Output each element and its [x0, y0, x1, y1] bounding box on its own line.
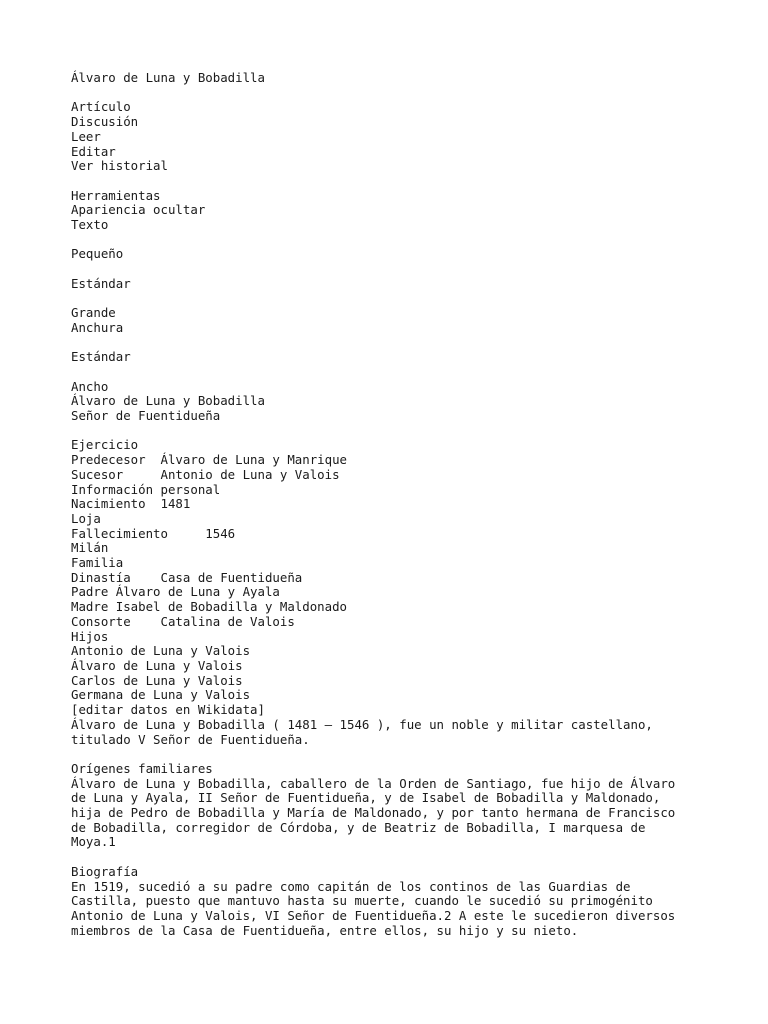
origins-paragraph-line: de Bobadilla, corregidor de Córdoba, y de Beatriz de Bobadilla, I marquesa de — [71, 819, 646, 835]
blank-line — [71, 747, 721, 762]
tab-articulo[interactable]: Artículo — [71, 99, 131, 115]
text-size-large-option[interactable]: Grande — [71, 305, 116, 321]
intro-paragraph-line: Álvaro de Luna y Bobadilla ( 1481 – 1546 ), fue un noble y militar castellano, — [71, 716, 653, 732]
infobox-row-birthplace: Loja — [71, 510, 101, 526]
infobox-row-nacimiento: Nacimiento 1481 — [71, 496, 191, 512]
biography-paragraph-line: Antonio de Luna y Valois, VI Señor de Fuentidueña.2 A este le sucedieron diversos — [71, 907, 676, 923]
infobox-child: Carlos de Luna y Valois — [71, 672, 243, 688]
infobox-row-padre: Padre Álvaro de Luna y Ayala — [71, 584, 280, 600]
article-title: Álvaro de Luna y Bobadilla — [71, 70, 265, 85]
infobox-row-madre: Madre Isabel de Bobadilla y Maldonado — [71, 599, 348, 615]
document-body — [71, 71, 721, 938]
infobox-row-deathplace: Milán — [71, 540, 109, 556]
blank-line — [71, 291, 721, 306]
section-heading-biography: Biografía — [71, 863, 139, 879]
origins-paragraph-line: de Luna y Ayala, II Señor de Fuentidueña, y de Isabel de Bobadilla y Maldonado, — [71, 790, 661, 806]
width-wide-option[interactable]: Ancho — [71, 378, 109, 394]
blank-line — [71, 262, 721, 277]
tab-editar[interactable]: Editar — [71, 143, 116, 159]
infobox-row-predecesor: Predecesor Álvaro de Luna y Manrique — [71, 452, 348, 468]
infobox-section-personal: Información personal — [71, 481, 221, 497]
width-standard-option[interactable]: Estándar — [71, 349, 131, 365]
infobox-row-consorte: Consorte Catalina de Valois — [71, 613, 295, 629]
tab-ver-historial[interactable]: Ver historial — [71, 158, 168, 174]
blank-line — [71, 86, 721, 101]
infobox-section-ejercicio: Ejercicio — [71, 437, 139, 453]
infobox-subtitle: Señor de Fuentidueña — [71, 408, 221, 424]
edit-wikidata-link[interactable]: [editar datos en Wikidata] — [71, 702, 265, 718]
biography-paragraph-line: Castilla, puesto que mantuvo hasta su muerte, cuando le sucedió su primogénito — [71, 893, 653, 909]
blank-line — [71, 365, 721, 380]
width-heading: Anchura — [71, 319, 124, 335]
origins-paragraph-line: Moya.1 — [71, 834, 116, 850]
appearance-toggle[interactable]: Apariencia ocultar — [71, 202, 206, 218]
blank-line — [71, 850, 721, 865]
tab-leer[interactable]: Leer — [71, 128, 101, 144]
infobox-row-fallecimiento: Fallecimiento 1546 — [71, 525, 236, 541]
biography-paragraph-line: miembros de la Casa de Fuentidueña, entre ellos, su hijo y su nieto. — [71, 922, 579, 938]
origins-paragraph-line: hija de Pedro de Bobadilla y María de Maldonado, y por tanto hermana de Francisco — [71, 805, 676, 821]
infobox-child: Álvaro de Luna y Valois — [71, 658, 243, 673]
blank-line — [71, 424, 721, 439]
biography-paragraph-line: En 1519, sucedió a su padre como capitán de los continos de las Guardias de — [71, 878, 631, 894]
infobox-row-hijos: Hijos — [71, 628, 109, 644]
section-heading-origins: Orígenes familiares — [71, 760, 213, 776]
intro-paragraph-line: titulado V Señor de Fuentidueña. — [71, 731, 310, 747]
blank-line — [71, 174, 721, 189]
infobox-child: Antonio de Luna y Valois — [71, 643, 251, 659]
tab-discusion[interactable]: Discusión — [71, 114, 139, 130]
blank-line — [71, 233, 721, 248]
text-size-standard-option[interactable]: Estándar — [71, 275, 131, 291]
infobox-title: Álvaro de Luna y Bobadilla — [71, 393, 265, 409]
origins-paragraph-line: Álvaro de Luna y Bobadilla, caballero de la Orden de Santiago, fue hijo de Álvaro — [71, 775, 676, 791]
infobox-section-familia: Familia — [71, 555, 124, 571]
infobox-child: Germana de Luna y Valois — [71, 687, 251, 703]
text-size-small-option[interactable]: Pequeño — [71, 246, 124, 262]
infobox-row-dinastia: Dinastía Casa de Fuentidueña — [71, 569, 303, 585]
text-size-heading: Texto — [71, 217, 109, 232]
tools-menu[interactable]: Herramientas — [71, 187, 161, 203]
infobox-row-sucesor: Sucesor Antonio de Luna y Valois — [71, 466, 340, 482]
blank-line — [71, 336, 721, 351]
